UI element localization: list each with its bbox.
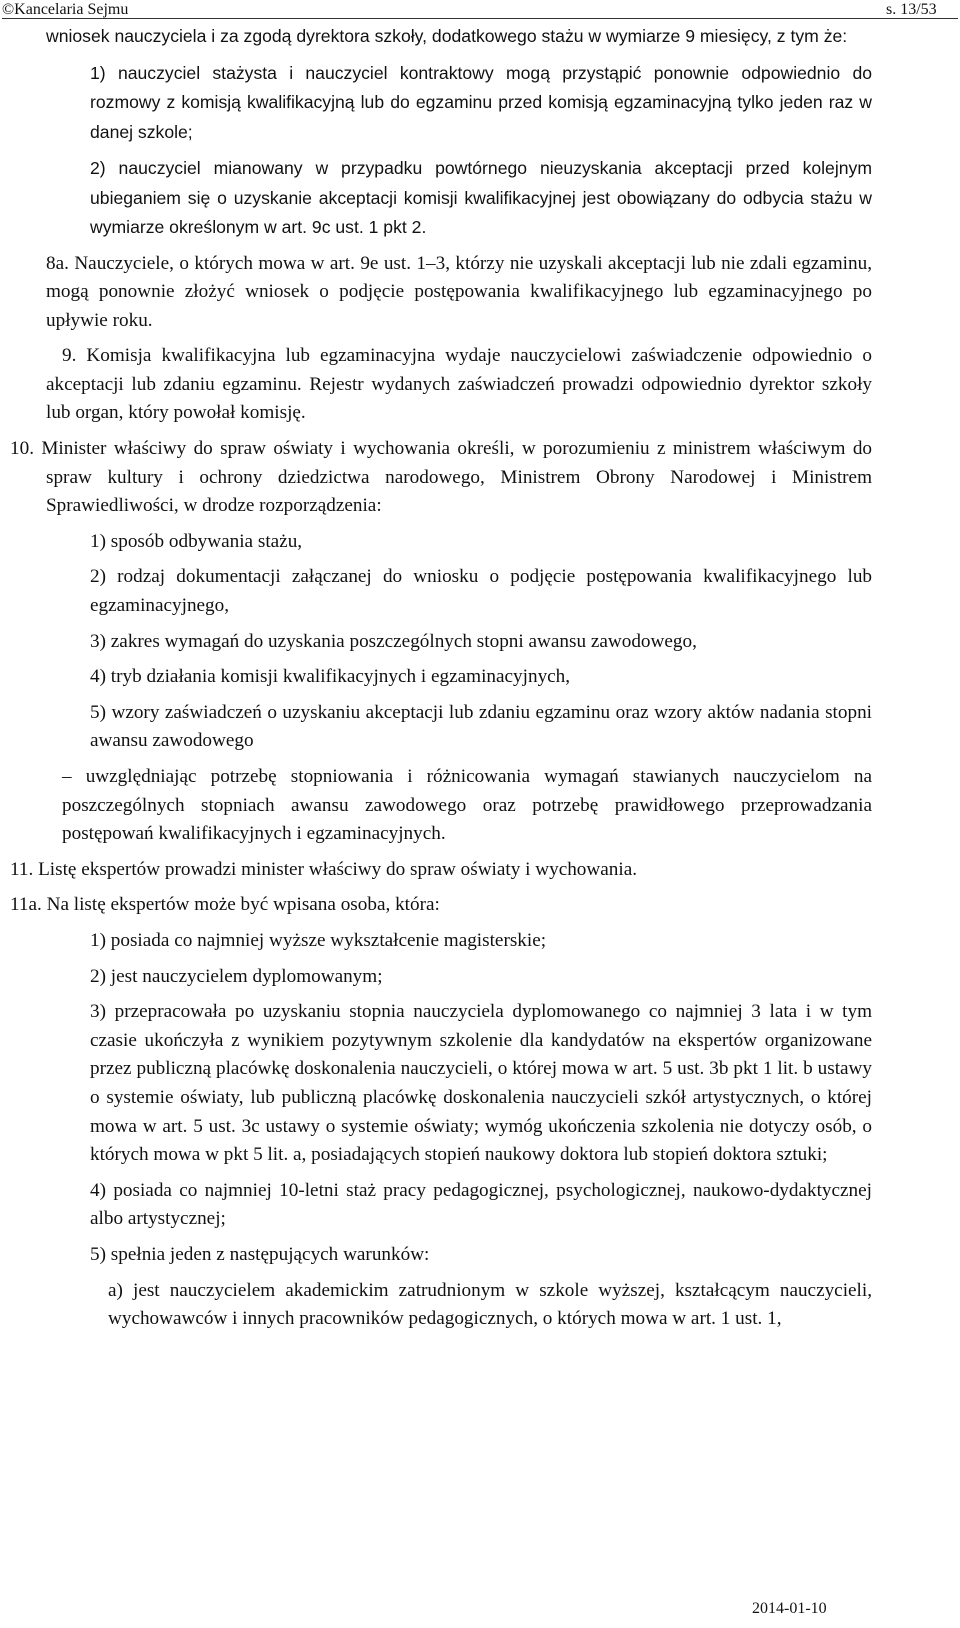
intro-item-2-body: nauczyciel mianowany w przypadku powtórnego nieuzyskania akceptacji przed kolejnym ubieganiem się o uzyskanie akceptacji komisji kwalifikacyjnej jest obowiązany do odbycia stażu w wymiarze określonym w art. 9c ust. 1 pkt 2.: [90, 158, 872, 237]
p11a-item-1-text: posiada co najmniej wyższe wykształcenie magisterskie;: [110, 929, 547, 951]
p10-item-4: [46, 663, 872, 692]
paragraph-11a-text: Na listę ekspertów może być wpisana osoba, która:: [46, 894, 440, 916]
p10-item-3: [46, 628, 872, 657]
p11a-item-4-text: posiada co najmniej 10-letni staż pracy pedagogicznej, psychologicznej, naukowo-dydaktycznej albo artystycznej;: [90, 1179, 872, 1230]
p10-item-2: [46, 563, 872, 620]
paragraph-8a-number: 8a.: [46, 252, 69, 274]
p10-item-4-text: tryb działania komisji kwalifikacyjnych i egzaminacyjnych,: [110, 666, 571, 688]
paragraph-11a: [10, 891, 872, 920]
p11a-subitem-a-label: a): [108, 1279, 123, 1301]
footer-date: 2014-01-10: [752, 1600, 827, 1617]
p11a-item-1: [46, 927, 872, 956]
p11a-item-1-label: 1): [90, 929, 106, 951]
p10-closing-text: uwzględniając potrzebę stopniowania i różnicowania wymagań stawianych nauczycielom na poszczególnych stopniach awansu zawodowego oraz potrzebę prawidłowego przeprowadzania postępowań kwalifikacyjnych i egzaminacyjnych.: [62, 766, 872, 845]
p10-item-5: [46, 699, 872, 756]
header-divider: [2, 18, 958, 19]
intro-item-1-text: [90, 63, 872, 142]
paragraph-9-number: 9.: [62, 345, 77, 367]
p11a-item-3-label: 3): [90, 1001, 106, 1023]
p10-item-1-text: sposób odbywania stażu,: [110, 530, 303, 552]
header-page-number: s. 13/53: [886, 1, 937, 18]
p10-item-3-text: zakres wymagań do uzyskania poszczególnych stopni awansu zawodowego,: [110, 630, 697, 652]
p11a-item-3: [46, 998, 872, 1170]
p11a-item-2-label: 2): [90, 965, 106, 987]
p10-item-5-label: 5): [90, 701, 106, 723]
p10-item-5-text: wzory zaświadczeń o uzyskaniu akceptacji lub zdaniu egzaminu oraz wzory aktów nadania stopni awansu zawodowego: [90, 701, 872, 752]
paragraph-8a-text: Nauczyciele, o których mowa w art. 9e ust. 1–3, którzy nie uzyskali akceptacji lub nie zdali egzaminu, mogą ponownie złożyć wniosek o podjęcie postępowania kwalifikacyjnego lub egzaminacyjnego po upływie roku.: [46, 252, 872, 331]
intro-section: [46, 22, 872, 243]
intro-item-1-body: nauczyciel stażysta i nauczyciel kontraktowy mogą przystąpić ponownie odpowiednio do rozmowy z komisją kwalifikacyjną lub do egzaminu przed komisją egzaminacyjną tylko jeden raz w danej szkole;: [90, 62, 873, 142]
paragraph-8a: [46, 250, 872, 336]
intro-item-2-text: [90, 158, 872, 237]
paragraph-11a-number: 11a.: [10, 894, 42, 916]
paragraph-9-text: Komisja kwalifikacyjna lub egzaminacyjna wydaje nauczycielowi zaświadczenie odpowiednio o akceptacji lub zdaniu egzaminu. Rejestr wydanych zaświadczeń prowadzi odpowiednio dyrektor szkoły lub organ, który powołał komisję.: [46, 345, 872, 424]
paragraph-9: [46, 342, 872, 428]
paragraph-10-text: Minister właściwy do spraw oświaty i wychowania określi, w porozumieniu z ministrem właściwym do spraw kultury i ochrony dziedzictwa narodowego, Ministrem Obrony Narodowej i Ministrem Sprawiedliwości, w drodze rozporządzenia:: [41, 438, 873, 517]
p11a-subitem-a: [46, 1277, 872, 1334]
p11a-item-3-text: przepracowała po uzyskaniu stopnia nauczyciela dyplomowanego co najmniej 3 lata i w tym czasie ukończyła z wynikiem pozytywnym szkolenie dla kandydatów na ekspertów organizowane przez publiczną placówkę doskonalenia nauczycieli, o której mowa w art. 5 ust. 3b pkt 1 lit. b ustawy o systemie oświaty, lub publiczną placówkę doskonalenia nauczycieli szkół artystycznych, o której mowa w art. 5 ust. 3c ustawy o systemie oświaty; wymóg ukończenia szkolenia nie dotyczy osób, o których mowa w pkt 5 lit. a, posiadających stopień naukowy doktora lub stopień doktora sztuki;: [90, 1001, 873, 1166]
paragraph-11-number: 11.: [10, 858, 34, 880]
p10-item-4-label: 4): [90, 666, 106, 688]
paragraph-11-text: Listę ekspertów prowadzi minister właściwy do spraw oświaty i wychowania.: [38, 858, 638, 880]
intro-item-1-label: 1): [90, 62, 106, 83]
paragraph-10: [10, 435, 873, 521]
p11a-item-2: [46, 963, 872, 992]
p11a-item-5-text: spełnia jeden z następujących warunków:: [110, 1243, 430, 1265]
p11a-item-4-label: 4): [90, 1179, 106, 1201]
p10-item-2-label: 2): [90, 566, 106, 588]
header-copyright: ©Kancelaria Sejmu: [2, 1, 129, 18]
p10-dash: –: [62, 766, 72, 787]
p10-item-1-label: 1): [90, 530, 106, 552]
intro-item-2: [46, 154, 872, 243]
p11a-item-5: [46, 1241, 872, 1270]
p10-closing-clause: [46, 763, 872, 849]
paragraph-11: [10, 856, 872, 885]
p10-item-3-label: 3): [90, 630, 106, 652]
p10-item-1: [46, 528, 872, 557]
p11a-item-5-label: 5): [90, 1243, 106, 1265]
intro-item-2-label: 2): [90, 158, 106, 178]
p11a-subitem-a-text: jest nauczycielem akademickim zatrudnionym w szkole wyższej, kształcącym nauczycieli, wychowawców i innych pracowników pedagogicznych, o których mowa w art. 1 ust. 1,: [108, 1279, 873, 1330]
intro-paragraph: wniosek nauczyciela i za zgodą dyrektora szkoły, dodatkowego stażu w wymiarze 9 miesięcy, z tym że:: [46, 26, 848, 46]
document-body: [10, 22, 873, 1341]
p11a-item-2-text: jest nauczycielem dyplomowanym;: [110, 965, 383, 987]
p10-item-2-text: rodzaj dokumentacji załączanej do wniosku o podjęcie postępowania kwalifikacyjnego lub egzaminacyjnego,: [90, 566, 873, 617]
p11a-item-4: [46, 1177, 872, 1234]
intro-item-1: [46, 59, 872, 148]
paragraph-10-number: 10.: [10, 438, 34, 460]
